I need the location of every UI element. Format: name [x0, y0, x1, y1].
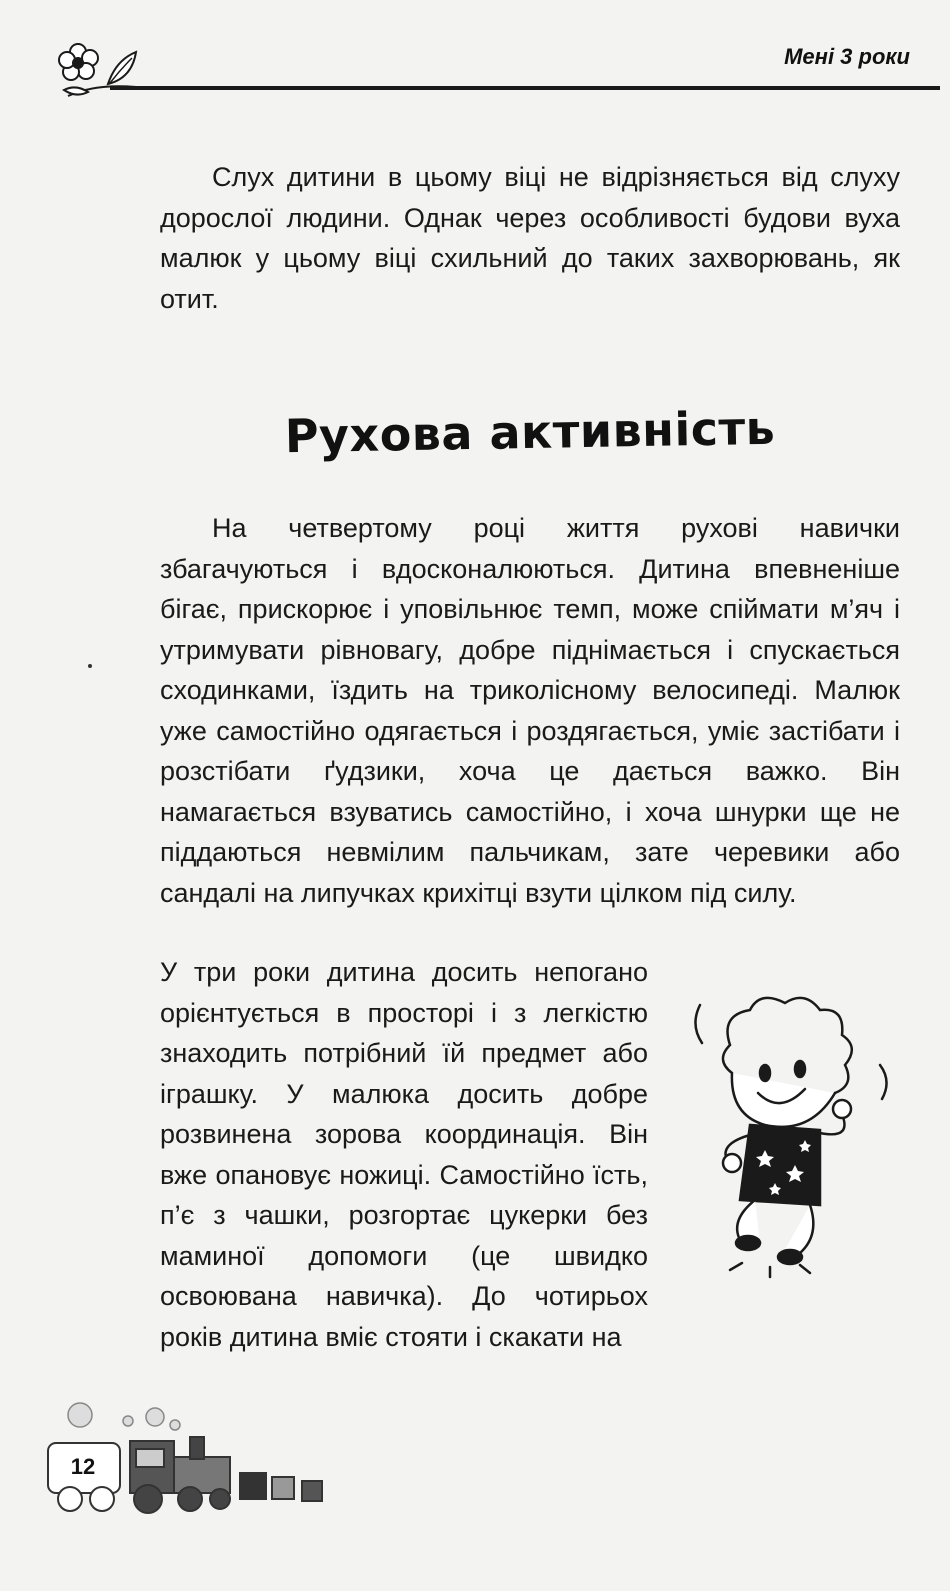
running-header-title: Мені 3 роки: [784, 44, 910, 69]
page-number: 12: [70, 1454, 96, 1479]
paragraph-motor-skills: На четвертому році життя рухові навички збагачуються і вдосконалюються. Дитина впевненіше бігає, прискорює і уповільнює темп, може спіймати м’яч і утримувати рівновагу, добре піднімається і спускається сходинками, їздить на триколісному велосипеді. Малюк уже самостійно одягається і роздягається, уміє застібати і розстібати ґудзики, хоча це дається важко. Він намагається взуватись самостійно, і хоча шнурки ще не піддаються невмілим пальчикам, зате черевики або сандалі на липучках крихітці взути цілком під силу.: [160, 513, 900, 908]
section-heading: Рухова активність: [284, 400, 776, 464]
header-rule: [110, 86, 940, 90]
paragraph-coordination: У три роки дитина досить непогано орієнтується в просторі і з легкістю знаходить потрібний їй предмет або іграшку. У малюка досить добре розвинена зорова координація. Він вже опановує ножиці. Самостійно їсть, п’є з чашки, розгортає цукерки без маминої допомоги (це швидко освоювана навичка). До чотирьох років дитина вміє стояти і скакати на: [160, 957, 648, 1352]
paragraph-hearing: Слух дитини в цьому віці не відрізняється від слуху дорослої людини. Однак через особливості будови вуха малюк у цьому віці схильний до таких захворювань, як отит.: [160, 162, 900, 314]
jumping-child-illustration: [670, 985, 900, 1285]
flower-branch-icon: [58, 38, 148, 100]
print-speck: [88, 664, 92, 668]
